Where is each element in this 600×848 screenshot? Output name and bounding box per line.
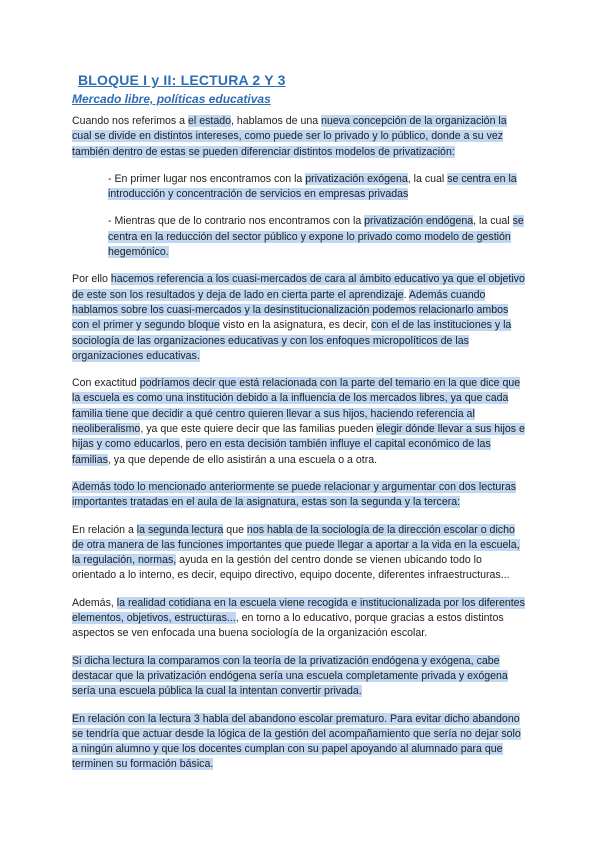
highlighted-text: podríamos decir que está relacionada con la parte del temario en la que dice que la escuela es como una institución debido a la influencia de los mercados libres, ya que cada familia tiene que decidir a qué centro quieren llevar a sus hijos, haciendo referencia al neoliberalismo: [72, 377, 521, 436]
highlighted-text: Si dicha lectura la comparamos con la teoría de la privatización endógena y exógena, cabe destacar que la privatización endógena sería una escuela completamente privada y exógena sería una escuela pública la cual la intentan convertir privada.: [72, 654, 508, 698]
text-run: - En primer lugar nos encontramos con la: [108, 172, 306, 185]
text-run: ayuda en la gestión del centro donde se vienen ubicando todo lo orientado a lo interno, es decir, equipo directivo, equipo docente, diferentes infraestructuras...: [72, 554, 510, 582]
text-run: , la cual: [473, 215, 513, 228]
paragraph: [72, 523, 528, 584]
paragraph: [108, 214, 528, 260]
highlighted-text: nos habla de la sociología de la dirección escolar o dicho de otra manera de las funciones importantes que puede llegar a aportar a la vida en la escuela, la regulación, normas,: [72, 523, 520, 567]
text-run: , hablamos de una: [231, 115, 322, 127]
paragraph: [72, 480, 528, 511]
highlighted-text: pero en esta decisión también influye el capital económico de las familias: [72, 438, 491, 466]
paragraph: [108, 172, 528, 203]
text-run: que: [223, 523, 247, 536]
highlighted-text: el estado: [188, 115, 232, 127]
text-run: - Mientras que de lo contrario nos encontramos con la: [108, 215, 365, 228]
highlighted-text: Además todo lo mencionado anteriormente se puede relacionar y argumentar con dos lecturas importantes tratadas en el aula de la asignatura, estas son la segunda y la tercera:: [72, 480, 517, 509]
highlighted-text: la segunda lectura: [136, 523, 224, 536]
paragraph: [72, 114, 528, 160]
highlighted-text: con el de las instituciones y la sociología de las organizaciones educativas y con los enfoques micropolíticos de las organizaciones educativas.: [72, 319, 512, 362]
text-run: ,: [179, 438, 186, 451]
highlighted-text: privatización exógena: [305, 172, 408, 185]
text-run: .: [403, 288, 409, 301]
highlighted-text: . Para evitar dicho abandono se tendría que actuar desde la lógica de la gestión del acompañamiento que sería no dejar solo a ningún alumno y que los docentes cumplan con su papel apoyando al alumnado para que terminen su formación básica.: [72, 712, 521, 771]
text-run: , ya que depende de ello asistirán a una escuela o a otra.: [107, 453, 378, 466]
highlighted-text: privatización endógena: [364, 215, 474, 228]
highlighted-text: se centra en la introducción y concentración de servicios en empresas privadas: [108, 172, 517, 201]
highlighted-text: hacemos referencia a los cuasi-mercados de cara al ámbito educativo ya que el objetivo de este son los resultados y deja de lado en cierta parte el aprendizaje: [72, 273, 525, 301]
page-subtitle: Mercado libre, políticas educativas: [72, 92, 271, 106]
text-run: , la cual: [407, 172, 448, 185]
text-run: visto en la asignatura, es decir,: [219, 319, 372, 332]
text-run: En relación a: [72, 523, 137, 536]
highlighted-text: En relación con la lectura 3 habla del abandono escolar prematuro: [72, 712, 385, 725]
highlighted-text: elegir dónde llevar a sus hijos e hijas y como educarlos: [72, 423, 525, 451]
paragraph: [72, 654, 528, 700]
highlighted-text: la realidad cotidiana en la escuela viene recogida e institucionalizada por los diferentes elementos, objetivos, estructuras...: [72, 596, 525, 625]
text-run: Además,: [72, 596, 117, 609]
text-run: , ya que este quiere decir que las familias pueden: [140, 423, 377, 436]
text-run: Cuando nos referimos a: [72, 115, 189, 127]
text-run: Con exactitud: [72, 377, 140, 390]
paragraph: [72, 596, 528, 642]
text-run: , en torno a lo educativo, porque gracias a estos distintos aspectos se ven enfocada una buena sociología de la organización escolar.: [72, 612, 504, 640]
document-body: [72, 114, 528, 785]
paragraph: [72, 272, 528, 364]
highlighted-text: se centra en la reducción del sector público y expone lo privado como modelo de gestión hegemónico.: [108, 215, 524, 259]
text-run: Por ello: [72, 273, 111, 286]
paragraph: [72, 376, 528, 468]
highlighted-text: Además cuando hablamos sobre los cuasi-mercados y la desinstitucionalización podemos relacionarlo ambos con el primer y segundo bloque: [72, 288, 509, 332]
page-title: BLOQUE I y II: LECTURA 2 Y 3: [78, 72, 286, 88]
highlighted-text: nueva concepción de la organización la cual se divide en distintos intereses, como puede ser lo privado y lo público, donde a su vez también dentro de estas se pueden diferenciar distintos modelos de privatización:: [72, 115, 507, 158]
paragraph: [72, 712, 528, 773]
